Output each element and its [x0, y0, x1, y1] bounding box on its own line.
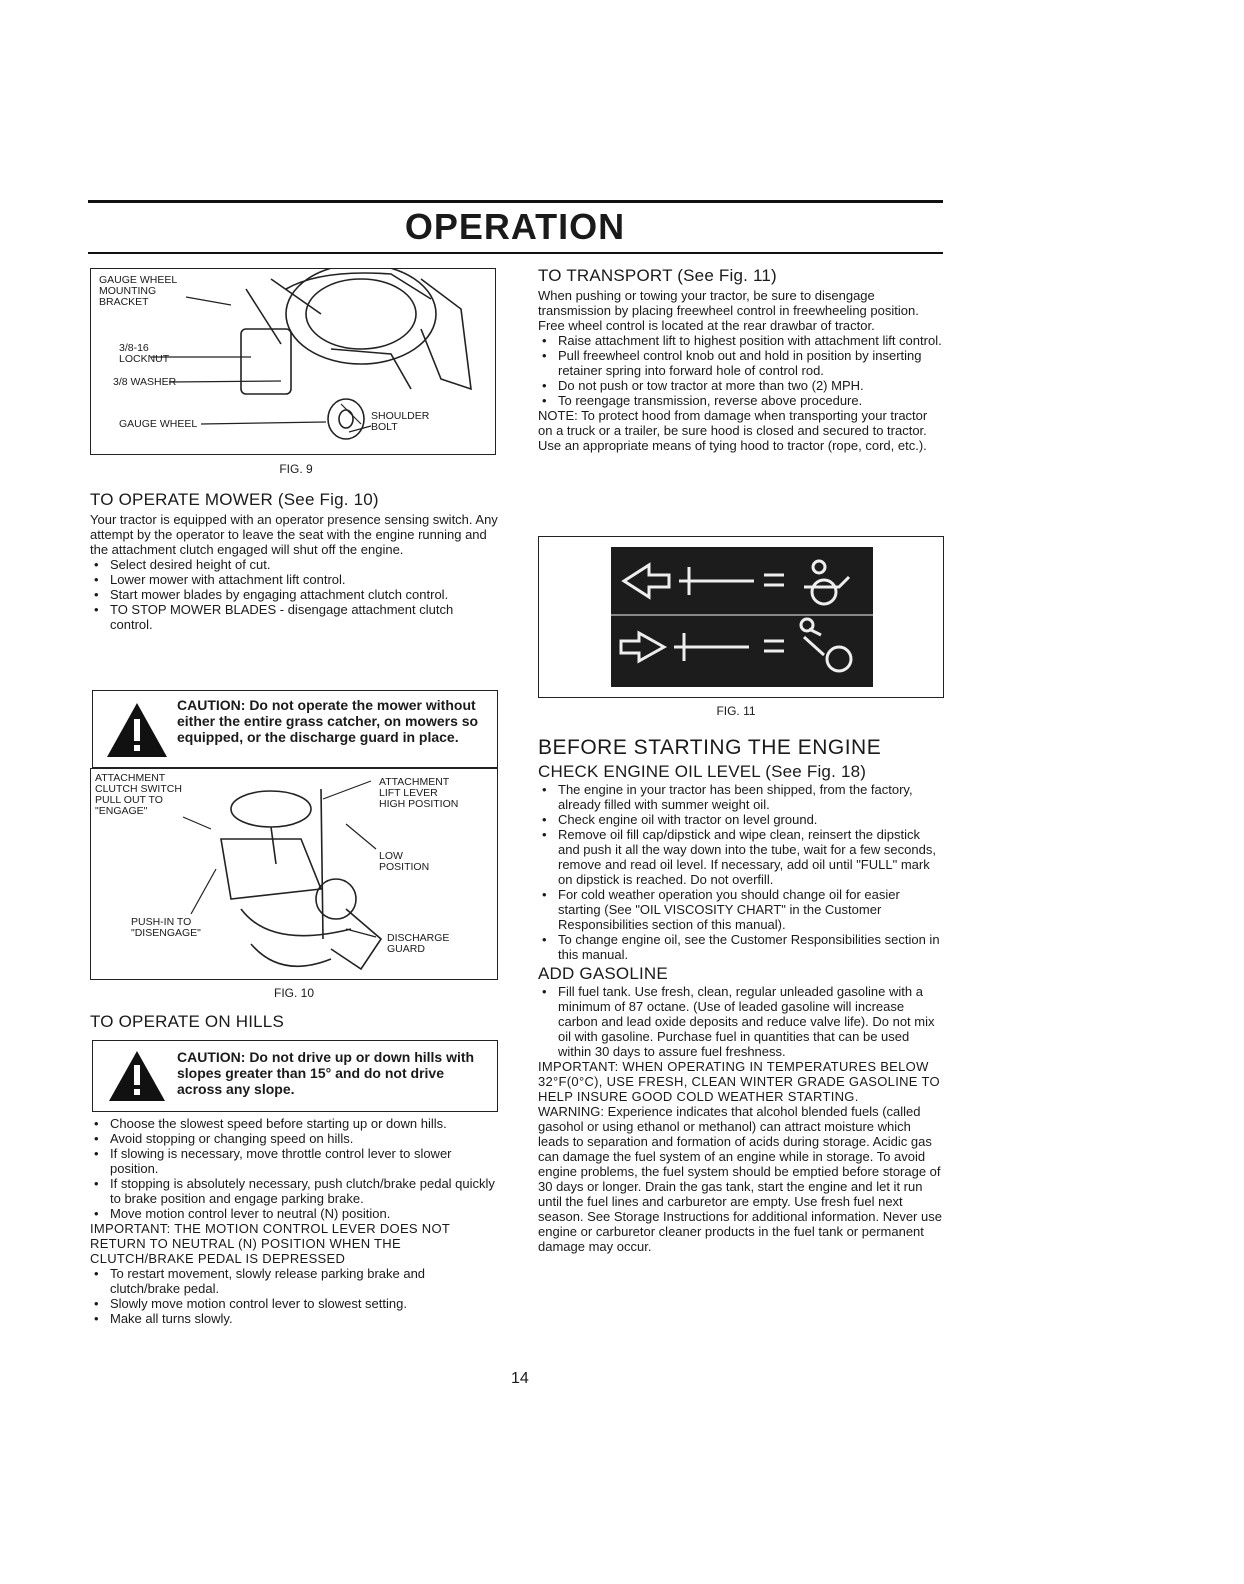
hills-list — [90, 1116, 498, 1221]
right-column-upper — [538, 266, 944, 453]
warning-triangle-icon — [107, 1049, 167, 1103]
oil-list — [538, 782, 944, 962]
operate-mower-intro: Your tractor is equipped with an operator presence sensing switch. Any attempt by the operator to leave the seat with the engine running and the attachment clutch engaged will shut off the engine. — [90, 512, 498, 557]
caution-box-hills — [92, 1040, 498, 1112]
list-item: • The engine in your tractor has been shipped, from the factory, already filled with summer weight oil. — [538, 782, 944, 812]
heading-operate-mower: TO OPERATE MOWER (See Fig. 10) — [90, 490, 379, 509]
list-item: • Avoid stopping or changing speed on hills. — [90, 1131, 498, 1146]
list-item: • Remove oil fill cap/dipstick and wipe clean, reinsert the dipstick and push it all the way down into the tube, wait for a few seconds, remove and read oil level. If necessary, add oil until "FULL" mark on dipstick is reached. Do not overfill. — [538, 827, 944, 887]
page-title: OPERATION — [404, 206, 626, 247]
heading-operate-hills: TO OPERATE ON HILLS — [90, 1012, 284, 1031]
label-washer: 3/8 WASHER — [113, 376, 177, 388]
list-item: • To reengage transmission, reverse above procedure. — [538, 393, 944, 408]
left-column-lower — [90, 1116, 498, 1326]
fig10-caption: FIG. 10 — [273, 986, 314, 1000]
list-item: • Choose the slowest speed before starting up or down hills. — [90, 1116, 498, 1131]
list-item: • Start mower blades by engaging attachment clutch control. — [90, 587, 498, 602]
label-gauge-wheel-mounting-bracket: GAUGE WHEEL MOUNTING BRACKET — [99, 274, 178, 308]
hills-important: IMPORTANT: THE MOTION CONTROL LEVER DOES NOT RETURN TO NEUTRAL (N) POSITION WHEN THE CLUTCH/BRAKE PEDAL IS DEPRESSED — [90, 1221, 450, 1266]
label-push-in-disengage: PUSH-IN TO "DISENGAGE" — [131, 916, 201, 939]
list-item: • If slowing is necessary, move throttle control lever to slower position. — [90, 1146, 498, 1176]
heading-add-gasoline: ADD GASOLINE — [538, 964, 668, 983]
hills-list-2 — [90, 1266, 498, 1326]
list-item: • Select desired height of cut. — [90, 557, 498, 572]
fig9-illustration — [90, 268, 496, 455]
title-rule — [88, 252, 943, 254]
list-item: • To change engine oil, see the Customer Responsibilities section in this manual. — [538, 932, 944, 962]
label-low-position: LOW POSITION — [379, 850, 430, 873]
list-item: • Lower mower with attachment lift control. — [90, 572, 498, 587]
gasoline-warning: WARNING: Experience indicates that alcohol blended fuels (called gasohol or using ethanol or methanol) can attract moisture which leads to separation and formation of acids during storage. Acidic gas can damage the fuel system of an engine while in storage. To avoid engine problems, the fuel system should be emptied before storage of 30 days or longer. Drain the gas tank, start the engine and let it run until the fuel lines and carburetor are empty. Use fresh fuel next season. See Storage Instructions for additional information. Never use engine or carburetor cleaner products in the fuel tank or permanent damage may occur. — [538, 1104, 942, 1254]
left-column-upper — [90, 490, 498, 632]
freewheel-decal-drawing — [539, 537, 943, 697]
fig11-caption: FIG. 11 — [716, 704, 756, 718]
list-item: • Move motion control lever to neutral (N) position. — [90, 1206, 498, 1221]
list-item: • Check engine oil with tractor on level ground. — [538, 812, 944, 827]
list-item: • If stopping is absolutely necessary, push clutch/brake pedal quickly to brake position and engage parking brake. — [90, 1176, 498, 1206]
list-item: • Pull freewheel control knob out and hold in position by inserting retainer spring into forward hole of control rod. — [538, 348, 944, 378]
hills-heading-block — [90, 1012, 498, 1032]
caution-text-mower: CAUTION: Do not operate the mower without either the entire grass catcher, on mowers so equipped, or the discharge guard in place. — [177, 697, 479, 745]
warning-triangle-icon — [105, 701, 169, 759]
list-item: • Raise attachment lift to highest position with attachment lift control. — [538, 333, 944, 348]
operate-mower-list — [90, 557, 498, 632]
fig9-caption: FIG. 9 — [279, 462, 313, 476]
transport-list — [538, 333, 944, 408]
label-attachment-lift-lever: ATTACHMENT LIFT LEVER HIGH POSITION — [379, 776, 459, 810]
heading-check-oil: CHECK ENGINE OIL LEVEL (See Fig. 18) — [538, 762, 867, 781]
heading-before-starting: BEFORE STARTING THE ENGINE — [538, 736, 882, 759]
transport-note: NOTE: To protect hood from damage when transporting your tractor on a truck or a trailer, be sure hood is closed and secured to tractor. Use an appropriate means of tying hood to tractor (rope, cord, etc.). — [538, 408, 928, 453]
caution-text-hills: CAUTION: Do not drive up or down hills with slopes greater than 15° and do not drive across any slope. — [177, 1049, 475, 1097]
fig10-illustration — [90, 768, 498, 980]
page-number: 14 — [511, 1370, 529, 1387]
fig11-illustration — [538, 536, 944, 698]
list-item: • For cold weather operation you should change oil for easier starting (See "OIL VISCOSITY CHART" in the Customer Responsibilities section of this manual). — [538, 887, 944, 932]
label-discharge-guard: DISCHARGE GUARD — [387, 932, 450, 955]
label-gauge-wheel: GAUGE WHEEL — [119, 418, 198, 430]
label-shoulder-bolt: SHOULDER BOLT — [371, 410, 430, 433]
heading-transport: TO TRANSPORT (See Fig. 11) — [538, 266, 777, 285]
label-attachment-clutch-switch: ATTACHMENT CLUTCH SWITCH PULL OUT TO "ENGAGE" — [95, 772, 182, 817]
list-item: • Fill fuel tank. Use fresh, clean, regular unleaded gasoline with a minimum of 87 octane. (Use of leaded gasoline will increase carbon and lead oxide deposits and reduce valve life). Do not mix oil with gasoline. Purchase fuel in quantities that can be used within 30 days to assure fuel freshness. — [538, 984, 944, 1059]
gasoline-important: IMPORTANT: WHEN OPERATING IN TEMPERATURES BELOW 32°F(0°C), USE FRESH, CLEAN WINTER GRADE GASOLINE TO HELP INSURE GOOD COLD WEATHER STARTING. — [538, 1059, 940, 1104]
gasoline-list — [538, 984, 944, 1059]
list-item: • Slowly move motion control lever to slowest setting. — [90, 1296, 498, 1311]
caution-box-mower — [92, 690, 498, 768]
label-locknut: 3/8-16 LOCKNUT — [119, 342, 170, 365]
list-item: • Make all turns slowly. — [90, 1311, 498, 1326]
list-item: • To restart movement, slowly release parking brake and clutch/brake pedal. — [90, 1266, 498, 1296]
list-item: • TO STOP MOWER BLADES - disengage attachment clutch control. — [90, 602, 498, 632]
right-column-lower — [538, 736, 944, 1254]
transport-intro: When pushing or towing your tractor, be sure to disengage transmission by placing freewheel control in freewheeling position. Free wheel control is located at the rear drawbar of tractor. — [538, 288, 919, 333]
top-rule — [88, 200, 943, 203]
list-item: • Do not push or tow tractor at more than two (2) MPH. — [538, 378, 944, 393]
